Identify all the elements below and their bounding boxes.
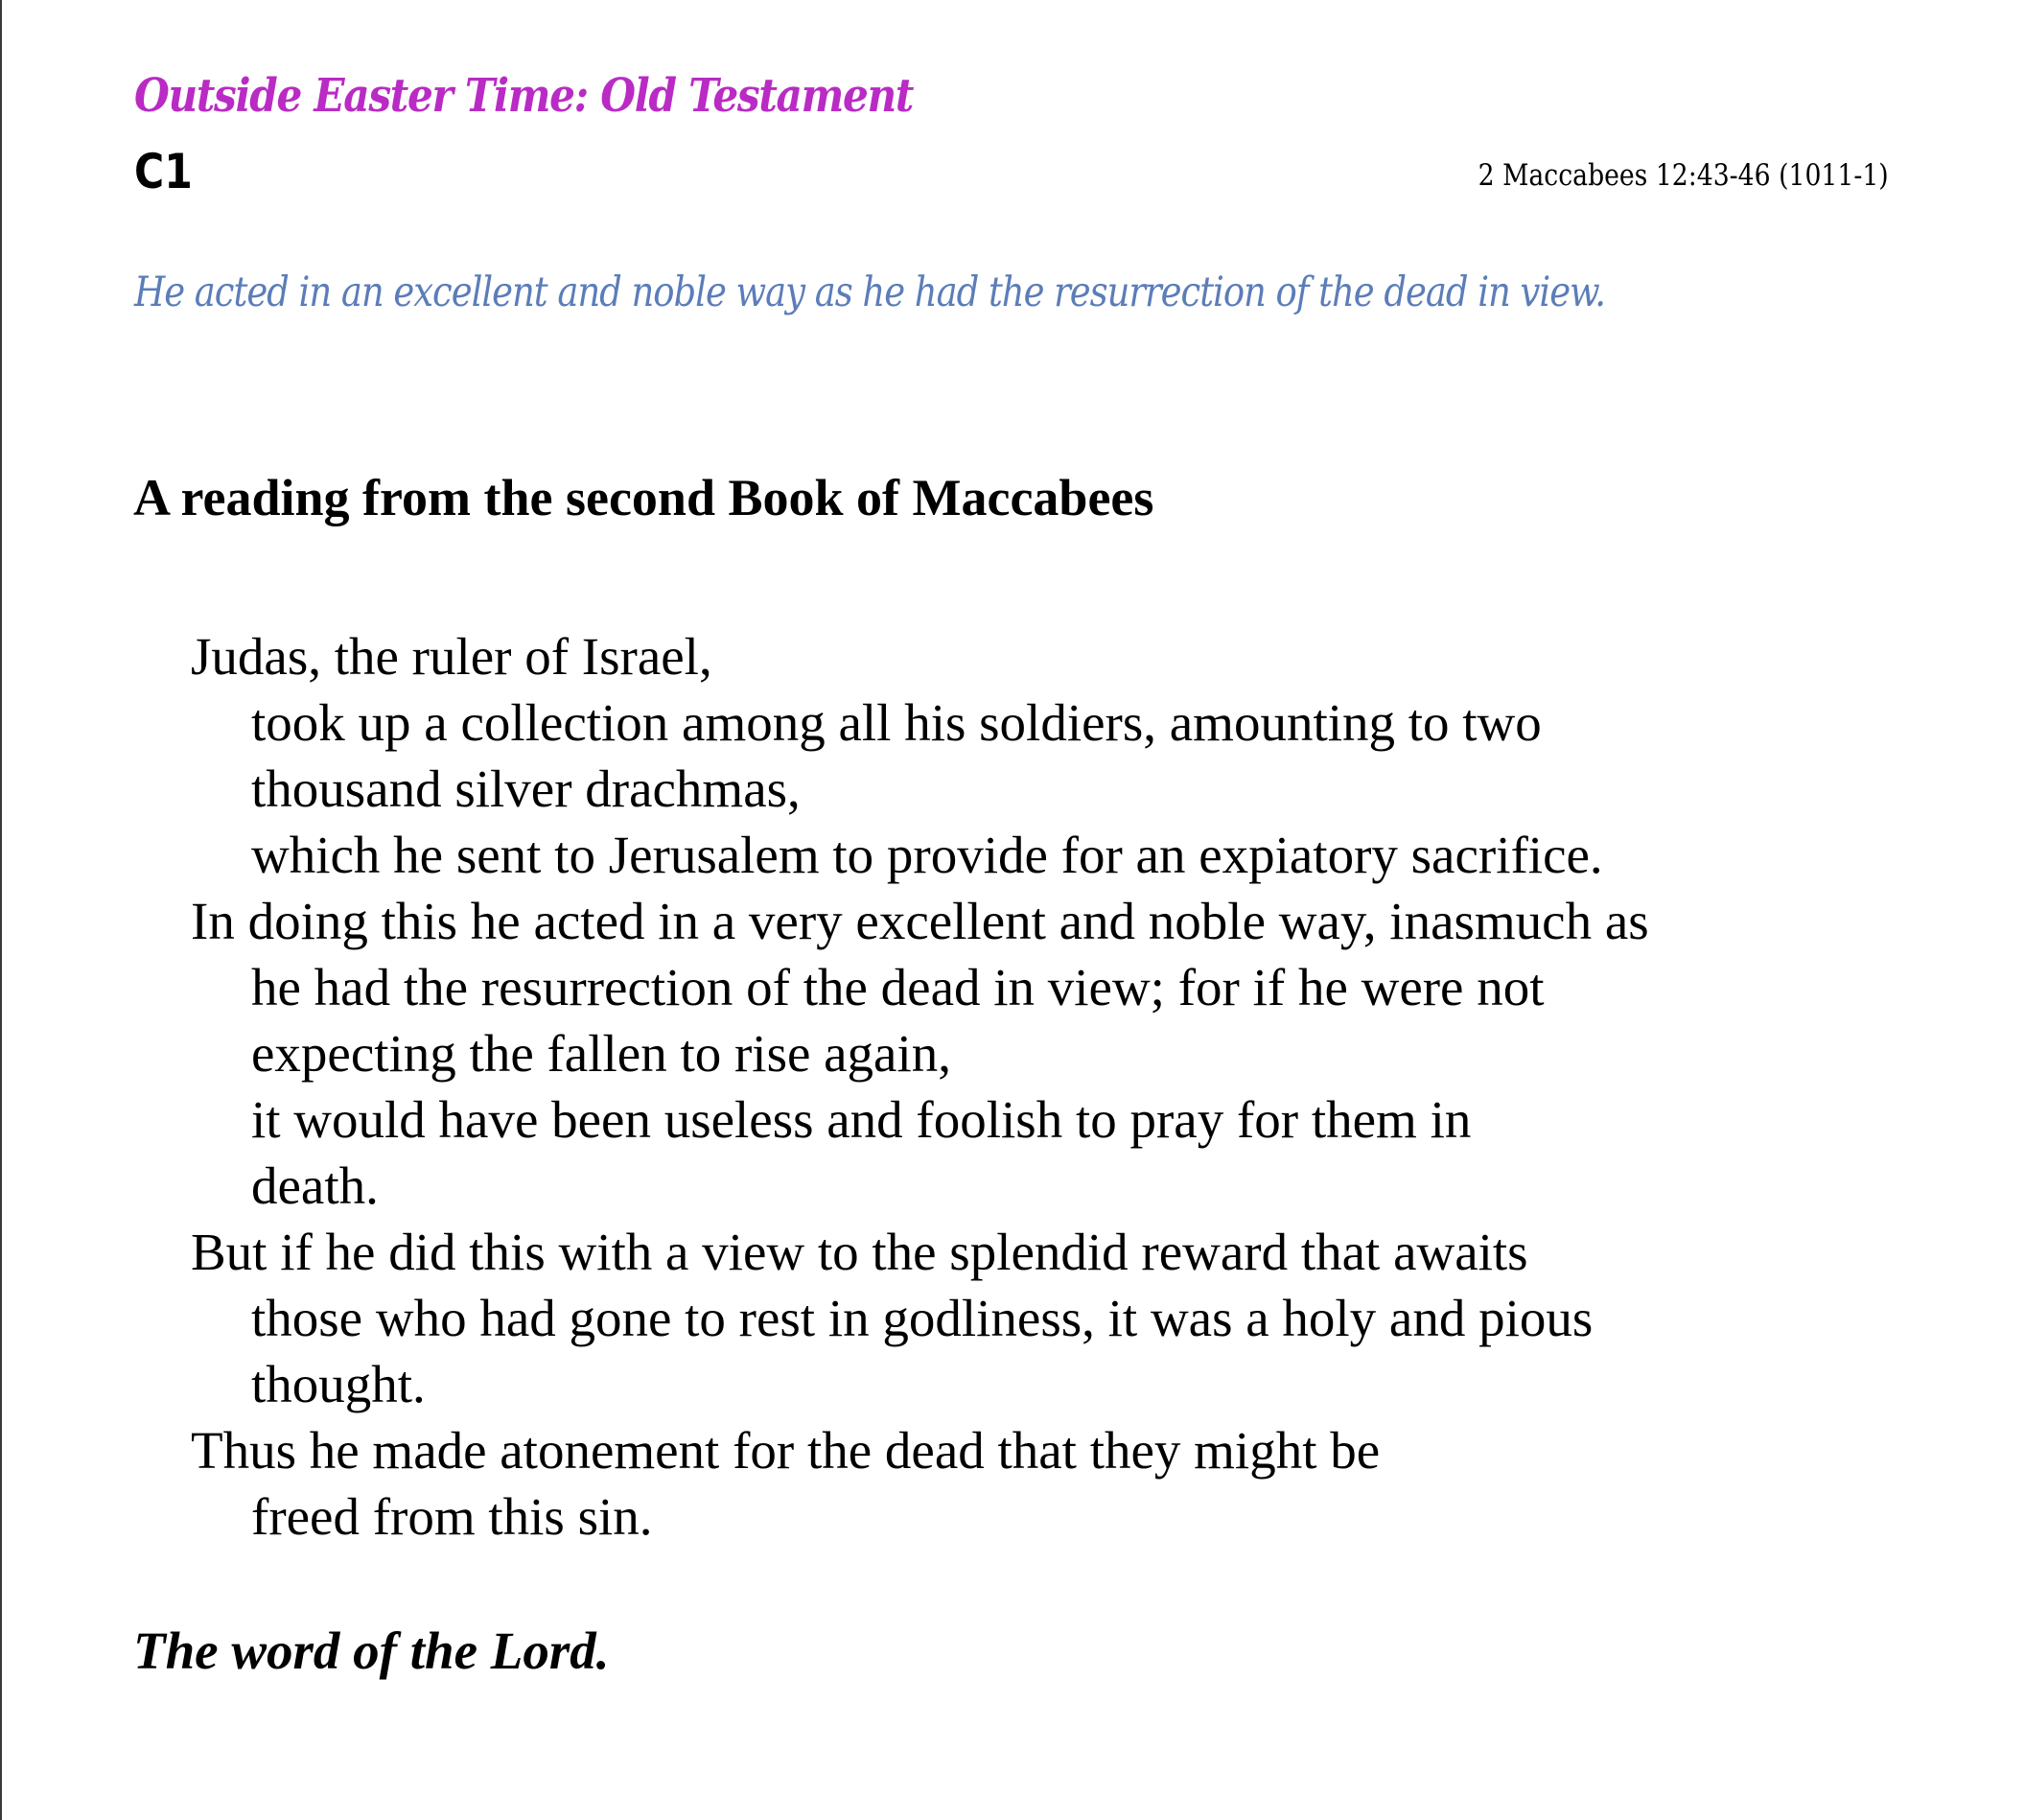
body-line: expecting the fallen to rise again,	[251, 1024, 951, 1083]
body-line: it would have been useless and foolish to pray for them in	[251, 1090, 1472, 1149]
body-line: those who had gone to rest in godliness, it was a holy and pious	[251, 1289, 1594, 1347]
scripture-reference: 2 Maccabees 12:43-46 (1011-1)	[1478, 158, 1889, 193]
body-line: took up a collection among all his soldiers, amounting to two	[251, 693, 1542, 752]
body-line: freed from this sin.	[251, 1487, 653, 1546]
body-line: Judas, the ruler of Israel,	[191, 627, 712, 686]
body-line: he had the resurrection of the dead in view; for if he were not	[251, 958, 1545, 1016]
body-line: thousand silver drachmas,	[251, 759, 801, 818]
reading-heading: A reading from the second Book of Maccabees	[133, 469, 1154, 526]
body-line: death.	[251, 1156, 379, 1215]
body-line: Thus he made atonement for the dead that they might be	[191, 1421, 1381, 1480]
body-line: In doing this he acted in a very excellent and noble way, inasmuch as	[191, 892, 1649, 950]
section-title: Outside Easter Time: Old Testament	[134, 69, 914, 123]
body-line: which he sent to Jerusalem to provide for an expiatory sacrifice.	[251, 826, 1603, 884]
closing-acclamation: The word of the Lord.	[133, 1622, 610, 1680]
body-line: But if he did this with a view to the splendid reward that awaits	[191, 1223, 1528, 1281]
body-line: thought.	[251, 1355, 426, 1413]
reading-code: C1	[134, 144, 193, 199]
reading-summary: He acted in an excellent and noble way as he had the resurrection of the dead in view.	[134, 268, 1606, 316]
